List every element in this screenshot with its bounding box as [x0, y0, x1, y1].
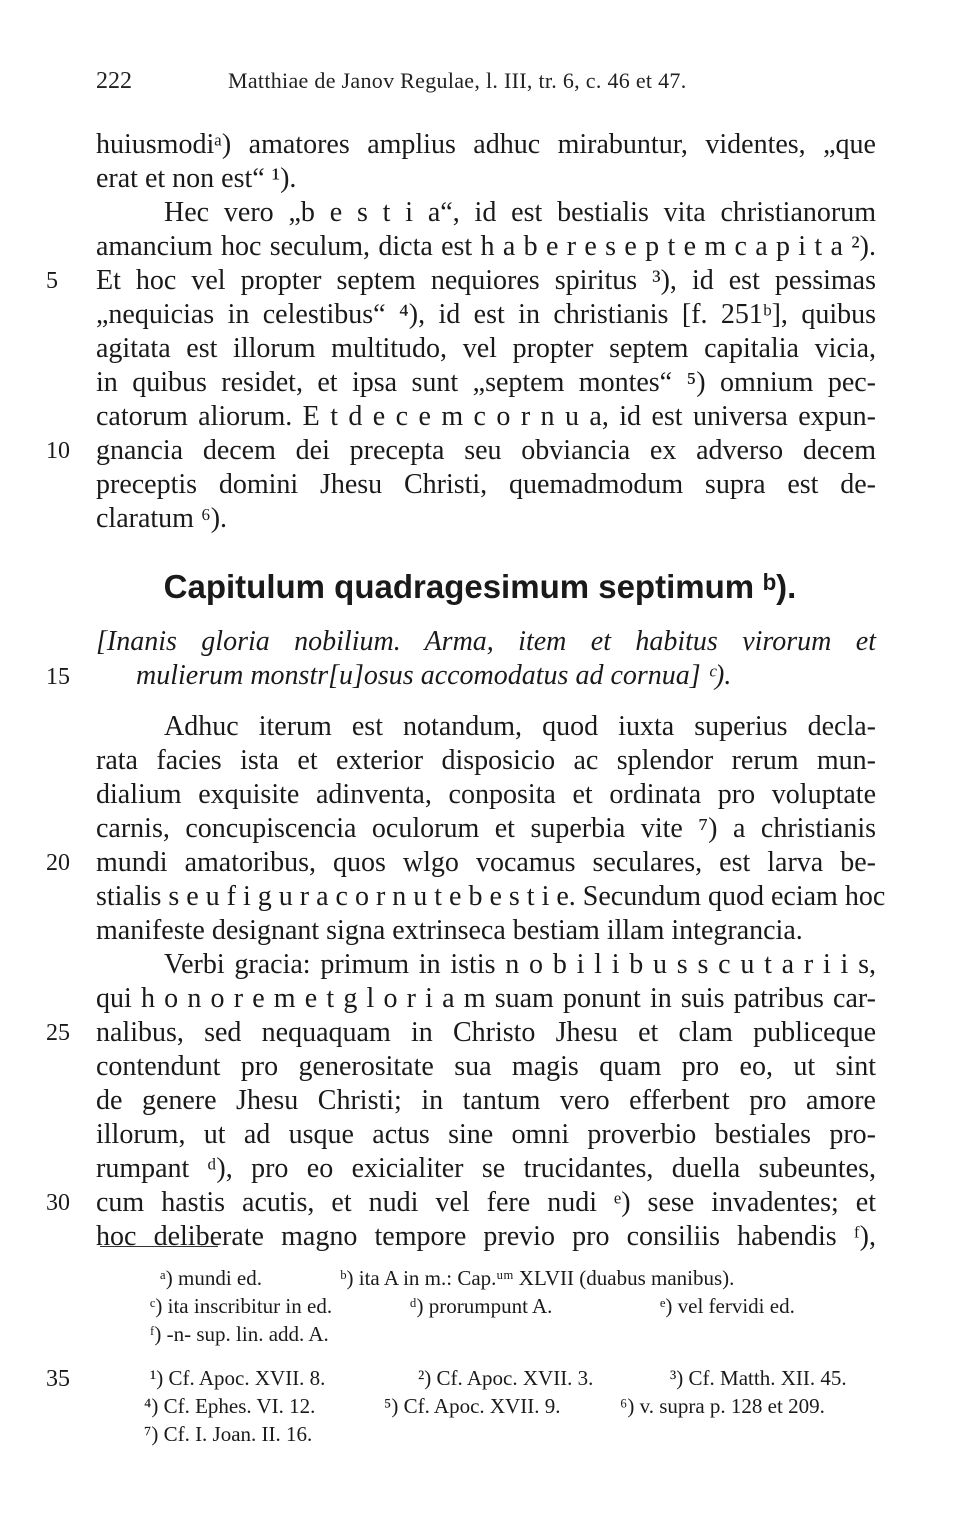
- text-line: erat et non est“ ¹).: [96, 163, 297, 194]
- text-line: agitata est illorum multitudo, vel propter septem capitalia vicia,: [96, 333, 876, 364]
- footnote-6: ⁶) v. supra p. 128 et 209.: [620, 1394, 825, 1418]
- text-line: carnis, concupiscencia oculorum et superbia vite ⁷) a christianis: [96, 813, 876, 844]
- text-line: Verbi gracia: primum in istis n o b i l i b u s s c u t a r i i s,: [164, 949, 876, 980]
- text-line: gnancia decem dei precepta seu obviancia ex adverso decem: [96, 435, 876, 466]
- footnote-c: ᶜ) ita inscribitur in ed.: [150, 1294, 333, 1318]
- text-line: nalibus, sed nequaquam in Christo Jhesu et clam publiceque: [96, 1017, 876, 1048]
- text-line: huiusmodiᵃ) amatores amplius adhuc mirabuntur, videntes, „que: [96, 129, 876, 160]
- text-line: de genere Jhesu Christi; in tantum vero efferbent pro amore: [96, 1085, 876, 1116]
- text-line: rata facies ista et exterior disposicio ac splendor rerum mun-: [96, 745, 876, 776]
- line-number: 35: [46, 1366, 70, 1392]
- text-line: catorum aliorum. E t d e c e m c o r n u a, id est universa expun-: [96, 401, 876, 432]
- footnote-f: ᶠ) -n- sup. lin. add. A.: [150, 1322, 329, 1346]
- line-number: 10: [46, 438, 70, 464]
- text-line: Et hoc vel propter septem nequiores spiritus ³), id est pessimas: [96, 265, 876, 296]
- text-line: mundi amatoribus, quos wlgo vocamus seculares, est larva be-: [96, 847, 876, 878]
- text-line: Hec vero „b e s t i a“, id est bestialis vita christianorum: [164, 197, 876, 228]
- footnote-5: ⁵) Cf. Apoc. XVII. 9.: [384, 1394, 561, 1418]
- line-number: 25: [46, 1020, 70, 1046]
- page-number: 222: [96, 68, 132, 94]
- footnote-b: ᵇ) ita A in m.: Cap.ᵘᵐ XLVII (duabus manibus).: [340, 1266, 735, 1290]
- footnote-4: ⁴) Cf. Ephes. VI. 12.: [144, 1394, 316, 1418]
- text-line: amancium hoc seculum, dicta est h a b e r e s e p t e m c a p i t a ²).: [96, 231, 876, 262]
- line-number: 5: [46, 268, 58, 294]
- text-line: rumpant ᵈ), pro eo exicialiter se trucidantes, duella subeuntes,: [96, 1153, 876, 1184]
- footnote-7: ⁷) Cf. I. Joan. II. 16.: [144, 1422, 313, 1446]
- text-line: Adhuc iterum est notandum, quod iuxta superius decla-: [164, 711, 876, 742]
- footnote-1: ¹) Cf. Apoc. XVII. 8.: [150, 1366, 326, 1390]
- text-line: stialis s e u f i g u r a c o r n u t e b e s t i e. Secundum quod eciam hoc: [96, 881, 886, 912]
- footnote-2: ²) Cf. Apoc. XVII. 3.: [418, 1366, 594, 1390]
- footnote-d: ᵈ) prorumpunt A.: [410, 1294, 553, 1318]
- text-line: in quibus residet, et ipsa sunt „septem montes“ ⁵) omnium pec-: [96, 367, 876, 398]
- line-number: 30: [46, 1190, 70, 1216]
- line-number: 15: [46, 664, 70, 690]
- text-line: manifeste designant signa extrinseca bestiam illam integrancia.: [96, 915, 803, 946]
- text-line: contendunt pro generositate sua magis quam pro eo, ut sint: [96, 1051, 876, 1082]
- text-line: dialium exquisite adinventa, conposita et ordinata pro voluptate: [96, 779, 876, 810]
- text-line: preceptis domini Jhesu Christi, quemadmodum supra est de-: [96, 469, 876, 500]
- text-line: cum hastis acutis, et nudi vel fere nudi ᵉ) sese invadentes; et: [96, 1187, 876, 1218]
- footnote-divider: [100, 1246, 218, 1247]
- text-line: qui h o n o r e m e t g l o r i a m suam ponunt in suis patribus car-: [96, 983, 876, 1014]
- text-line: „nequicias in celestibus“ ⁴), id est in christianis [f. 251ᵇ], quibus: [96, 299, 876, 330]
- chapter-subheading: mulierum monstr[u]osus accomodatus ad cornua] ᶜ).: [136, 660, 732, 691]
- text-line: claratum ⁶).: [96, 503, 228, 534]
- footnote-3: ³) Cf. Matth. XII. 45.: [670, 1366, 847, 1390]
- running-title: Matthiae de Janov Regulae, l. III, tr. 6, c. 46 et 47.: [228, 68, 687, 93]
- chapter-heading: Capitulum quadragesimum septimum ᵇ).: [163, 568, 797, 605]
- footnote-e: ᵉ) vel fervidi ed.: [660, 1294, 795, 1318]
- text-line: hoc deliberate magno tempore previo pro consiliis habendis ᶠ),: [96, 1221, 876, 1252]
- text-line: illorum, ut ad usque actus sine omni proverbio bestiales pro-: [96, 1119, 876, 1150]
- chapter-subheading: [Inanis gloria nobilium. Arma, item et habitus virorum et: [96, 626, 876, 657]
- line-number: 20: [46, 850, 70, 876]
- footnote-a: ᵃ) mundi ed.: [160, 1266, 262, 1290]
